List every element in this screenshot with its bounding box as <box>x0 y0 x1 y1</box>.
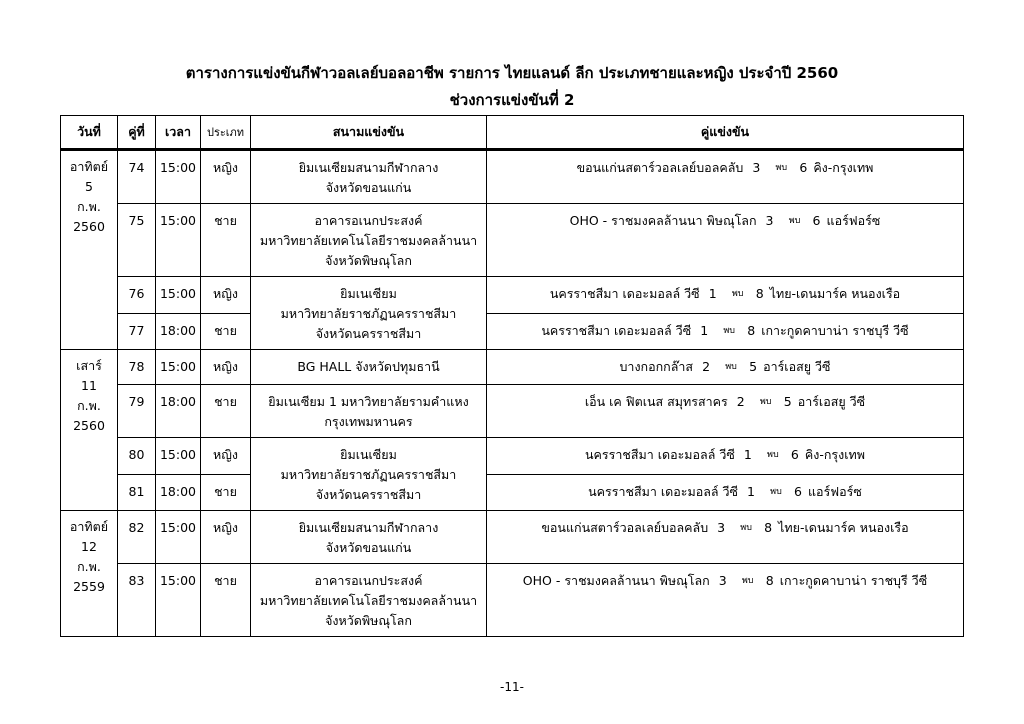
away-team: แอร์ฟอร์ซ <box>808 483 862 499</box>
match-number: 74 <box>118 150 156 204</box>
opponents-cell <box>487 350 964 385</box>
venue-line: ยิมเนเซียมสนามกีฬากลาง <box>298 520 439 535</box>
header-pair: คู่ที่ <box>118 116 156 150</box>
match-type: หญิง <box>201 150 251 204</box>
vs-label: พบ <box>767 450 779 460</box>
document-title: ตารางการแข่งขันกีฬาวอลเลย์บอลอาชีพ รายการ ไทยแลนด์ ลีก ประเภทชายและหญิง ประจำปี 2560 <box>185 64 839 82</box>
away-seed: 5 <box>749 359 758 374</box>
home-team: ขอนแก่นสตาร์วอลเลย์บอลคลับ <box>576 160 744 175</box>
venue-line: อาคารอเนกประสงค์ <box>314 573 423 588</box>
match-type: หญิง <box>201 438 251 475</box>
date-year: 2560 <box>73 418 105 433</box>
header-time: เวลา <box>156 116 201 150</box>
date-cell <box>61 350 118 511</box>
match-number: 81 <box>118 474 156 511</box>
away-team: ไทย-เดนมาร์ค หนองเรือ <box>778 520 909 535</box>
home-seed: 2 <box>736 394 745 409</box>
match-time: 15:00 <box>156 564 201 637</box>
table-row <box>61 350 964 385</box>
venue-cell <box>251 150 487 204</box>
vs-label: พบ <box>723 325 736 336</box>
match-number: 77 <box>118 313 156 350</box>
home-seed: 3 <box>718 573 727 588</box>
match-time: 18:00 <box>156 474 201 511</box>
venue-line: จังหวัดนครราชสีมา <box>315 487 422 502</box>
match-number: 83 <box>118 564 156 637</box>
away-seed: 6 <box>812 213 821 228</box>
header-venue: สนามแข่งขัน <box>251 116 487 150</box>
header-day: วันที่ <box>61 116 118 150</box>
away-seed: 8 <box>764 520 773 535</box>
home-seed: 3 <box>752 160 761 175</box>
away-seed: 6 <box>794 483 802 499</box>
match-number: 75 <box>118 204 156 277</box>
match-time: 15:00 <box>156 277 201 314</box>
match-time: 18:00 <box>156 385 201 438</box>
opponents-cell <box>487 511 964 564</box>
table-row <box>61 313 964 350</box>
header-opponents: คู่แข่งขัน <box>487 116 964 150</box>
home-team: นครราชสีมา เดอะมอลล์ วีซี <box>588 483 738 499</box>
away-team: คิง-กรุงเทพ <box>804 447 865 462</box>
venue-line: กรุงเทพมหานคร <box>324 414 413 429</box>
home-team: นครราชสีมา เดอะมอลล์ วีซี <box>549 286 700 301</box>
venue-cell <box>251 204 487 277</box>
vs-label: พบ <box>770 486 782 497</box>
match-pairing <box>487 357 963 377</box>
home-seed: 3 <box>765 213 774 228</box>
table-row <box>61 150 964 204</box>
match-time: 15:00 <box>156 204 201 277</box>
home-team: นครราชสีมา เดอะมอลล์ วีซี <box>541 322 692 338</box>
page-number: -11- <box>500 680 524 694</box>
match-pairing <box>487 482 963 502</box>
match-pairing <box>487 321 963 341</box>
vs-label: พบ <box>741 576 754 586</box>
match-type: ชาย <box>201 474 251 511</box>
opponents-cell <box>487 204 964 277</box>
vs-label: พบ <box>731 289 744 299</box>
venue-line: มหาวิทยาลัยราชภัฏนครราชสีมา <box>280 306 457 321</box>
home-team: นครราชสีมา เดอะมอลล์ วีซี <box>585 447 735 462</box>
away-seed: 5 <box>783 394 792 409</box>
date-day: 12 <box>81 539 97 554</box>
date-month: ก.พ. <box>77 199 101 214</box>
match-type: หญิง <box>201 277 251 314</box>
venue-line: ยิมเนเซียม <box>340 447 397 462</box>
venue-line: มหาวิทยาลัยเทคโนโลยีราชมงคลล้านนา <box>259 593 478 608</box>
opponents-cell <box>487 385 964 438</box>
home-seed: 3 <box>717 520 726 535</box>
date-day: 11 <box>81 378 97 393</box>
date-month: ก.พ. <box>77 559 101 574</box>
match-pairing <box>487 211 963 231</box>
match-type: ชาย <box>201 204 251 277</box>
venue-line: มหาวิทยาลัยเทคโนโลยีราชมงคลล้านนา <box>259 233 478 248</box>
table-row <box>61 511 964 564</box>
date-year: 2559 <box>73 579 105 594</box>
home-seed: 1 <box>708 286 717 301</box>
home-seed: 1 <box>743 447 752 462</box>
date-year: 2560 <box>73 219 105 234</box>
venue-line: ยิมเนเซียม 1 มหาวิทยาลัยรามคำแหง <box>268 394 469 409</box>
date-weekday: อาทิตย์ <box>69 519 109 534</box>
match-number: 78 <box>118 350 156 385</box>
away-team: อาร์เอสยู วีซี <box>797 394 866 409</box>
away-team: แอร์ฟอร์ซ <box>826 213 881 228</box>
match-time: 15:00 <box>156 511 201 564</box>
venue-line: จังหวัดนครราชสีมา <box>315 326 422 341</box>
venue-cell <box>251 350 487 385</box>
table-row <box>61 474 964 511</box>
match-type: หญิง <box>201 350 251 385</box>
match-number: 82 <box>118 511 156 564</box>
opponents-cell <box>487 277 964 314</box>
match-number: 76 <box>118 277 156 314</box>
match-pairing <box>487 518 963 538</box>
date-day: 5 <box>85 179 93 194</box>
document-subtitle: ช่วงการแข่งขันที่ 2 <box>449 91 575 109</box>
match-pairing <box>487 284 963 304</box>
date-weekday: เสาร์ <box>76 358 102 373</box>
venue-line: ยิมเนเซียมสนามกีฬากลาง <box>298 160 439 175</box>
table-row <box>61 385 964 438</box>
vs-label: พบ <box>725 362 737 372</box>
venue-line: อาคารอเนกประสงค์ <box>314 213 423 228</box>
table-row <box>61 277 964 314</box>
venue-line: BG HALL จังหวัดปทุมธานี <box>297 359 440 374</box>
venue-cell <box>251 564 487 637</box>
opponents-cell <box>487 564 964 637</box>
away-team: เกาะกูดคาบาน่า ราชบุรี วีซี <box>761 322 909 338</box>
home-seed: 1 <box>700 322 709 338</box>
table-row <box>61 564 964 637</box>
date-weekday: อาทิตย์ <box>69 159 109 174</box>
match-type: ชาย <box>201 385 251 438</box>
venue-line: มหาวิทยาลัยราชภัฏนครราชสีมา <box>280 467 457 482</box>
match-pairing <box>487 571 963 591</box>
away-seed: 6 <box>799 160 808 175</box>
match-type: ชาย <box>201 564 251 637</box>
venue-line: จังหวัดขอนแก่น <box>325 180 412 195</box>
opponents-cell <box>487 313 964 350</box>
home-team: ขอนแก่นสตาร์วอลเลย์บอลคลับ <box>541 520 709 535</box>
match-pairing <box>487 158 963 178</box>
opponents-cell <box>487 150 964 204</box>
home-team: OHO - ราชมงคลล้านนา พิษณุโลก <box>569 213 757 228</box>
away-team: เกาะกูดคาบาน่า ราชบุรี วีซี <box>779 573 928 588</box>
table-row <box>61 204 964 277</box>
table-header-row <box>61 116 964 150</box>
match-type: ชาย <box>201 313 251 350</box>
match-type: หญิง <box>201 511 251 564</box>
vs-label: พบ <box>740 523 752 533</box>
home-team: เอ็น เค ฟิตเนส สมุทรสาคร <box>584 394 728 409</box>
date-cell <box>61 511 118 637</box>
away-seed: 8 <box>755 286 764 301</box>
venue-line: จังหวัดพิษณุโลก <box>325 613 412 628</box>
vs-label: พบ <box>759 397 772 407</box>
home-seed: 1 <box>747 483 755 499</box>
away-seed: 8 <box>747 322 756 338</box>
date-cell <box>61 150 118 350</box>
match-time: 18:00 <box>156 313 201 350</box>
venue-line: จังหวัดขอนแก่น <box>325 540 412 555</box>
venue-cell <box>251 511 487 564</box>
match-time: 15:00 <box>156 350 201 385</box>
venue-line: จังหวัดพิษณุโลก <box>325 253 412 268</box>
away-team: ไทย-เดนมาร์ค หนองเรือ <box>769 286 901 301</box>
opponents-cell <box>487 438 964 475</box>
home-seed: 2 <box>702 359 711 374</box>
match-time: 15:00 <box>156 150 201 204</box>
opponents-cell <box>487 474 964 511</box>
vs-label: พบ <box>788 216 801 226</box>
away-seed: 8 <box>765 573 774 588</box>
match-time: 15:00 <box>156 438 201 475</box>
venue-cell <box>251 438 487 511</box>
away-seed: 6 <box>790 447 799 462</box>
match-number: 80 <box>118 438 156 475</box>
schedule-table <box>60 115 964 637</box>
venue-line: ยิมเนเซียม <box>340 286 397 301</box>
home-team: บางกอกกล๊าส <box>619 359 694 374</box>
match-pairing <box>487 392 963 412</box>
table-row <box>61 438 964 475</box>
header-type: ประเภท <box>201 116 251 150</box>
match-pairing <box>487 445 963 465</box>
home-team: OHO - ราชมงคลล้านนา พิษณุโลก <box>522 573 710 588</box>
venue-cell <box>251 385 487 438</box>
date-month: ก.พ. <box>77 398 101 413</box>
away-team: คิง-กรุงเทพ <box>813 160 874 175</box>
venue-cell <box>251 277 487 350</box>
match-number: 79 <box>118 385 156 438</box>
vs-label: พบ <box>775 163 788 173</box>
away-team: อาร์เอสยู วีซี <box>763 359 831 374</box>
